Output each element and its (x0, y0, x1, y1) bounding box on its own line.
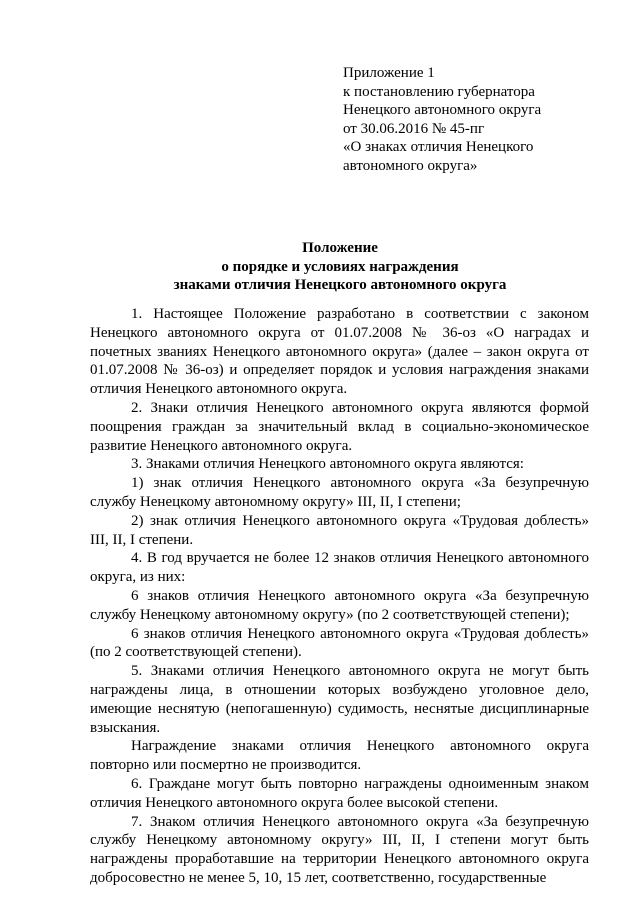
document-title (90, 239, 590, 295)
appendix-line: к постановлению губернатора (343, 83, 535, 100)
paragraph: 2. Знаки отличия Ненецкого автономного округа являются формой поощрения граждан за значительный вклад в социально-экономическое развитие Ненецкого автономного округа. (90, 399, 589, 454)
paragraph: Награждение знаками отличия Ненецкого автономного округа повторно или посмертно не производится. (90, 738, 589, 774)
paragraph: 3. Знаками отличия Ненецкого автономного округа являются: (131, 456, 524, 473)
title-line: Положение (302, 240, 378, 256)
paragraph: 2) знак отличия Ненецкого автономного округа «Трудовая доблесть» III, II, I степени. (90, 512, 589, 548)
paragraph: 6. Граждане могут быть повторно награждены одноименным знаком отличия Ненецкого автономного округа более высокой степени. (90, 775, 589, 811)
document-body (90, 305, 589, 888)
title-line: знаками отличия Ненецкого автономного округа (173, 277, 507, 294)
appendix-line: Ненецкого автономного округа (343, 102, 542, 119)
paragraph: 4. В год вручается не более 12 знаков отличия Ненецкого автономного округа, из них: (90, 550, 589, 586)
title-line: о порядке и условиях награждения (221, 258, 459, 275)
appendix-line: автономного округа» (343, 157, 478, 174)
paragraph: 1. Настоящее Положение разработано в соответствии с законом Ненецкого автономного округа от 01.07.2008 № 36-оз «О наградах и почетных званиях Ненецкого автономного округа» (далее – закон округа от 01.07.2008 № 36-оз) и определяет порядок и условия награждения знаками отличия Ненецкого автономного округа. (90, 306, 589, 398)
appendix-line: от 30.06.2016 № 45-пг (343, 120, 485, 137)
paragraph: 5. Знаками отличия Ненецкого автономного округа не могут быть награждены лица, в отношении которых возбуждено уголовное дело, имеющие неснятую (непогашенную) судимость, неснятые дисциплинарные взыскания. (90, 663, 589, 736)
paragraph: 6 знаков отличия Ненецкого автономного округа «Трудовая доблесть» (по 2 соответствующей степени). (90, 625, 589, 661)
paragraph: 1) знак отличия Ненецкого автономного округа «За безупречную службу Ненецкому автономному округу» III, II, I степени; (90, 475, 589, 510)
paragraph: 7. Знаком отличия Ненецкого автономного округа «За безупречную службу Ненецкому автономному округу» III, II, I степени могут быть награждены проработавшие на территории Ненецкого автономного округа добросовестно не менее 5, 10, 15 лет, соответственно, государственные (90, 813, 589, 886)
paragraph: 6 знаков отличия Ненецкого автономного округа «За безупречную службу Ненецкому автономному округу» (по 2 соответствующей степени); (90, 587, 589, 623)
appendix-line: «О знаках отличия Ненецкого (343, 139, 534, 156)
appendix-header (343, 64, 623, 176)
appendix-line: Приложение 1 (343, 65, 435, 81)
